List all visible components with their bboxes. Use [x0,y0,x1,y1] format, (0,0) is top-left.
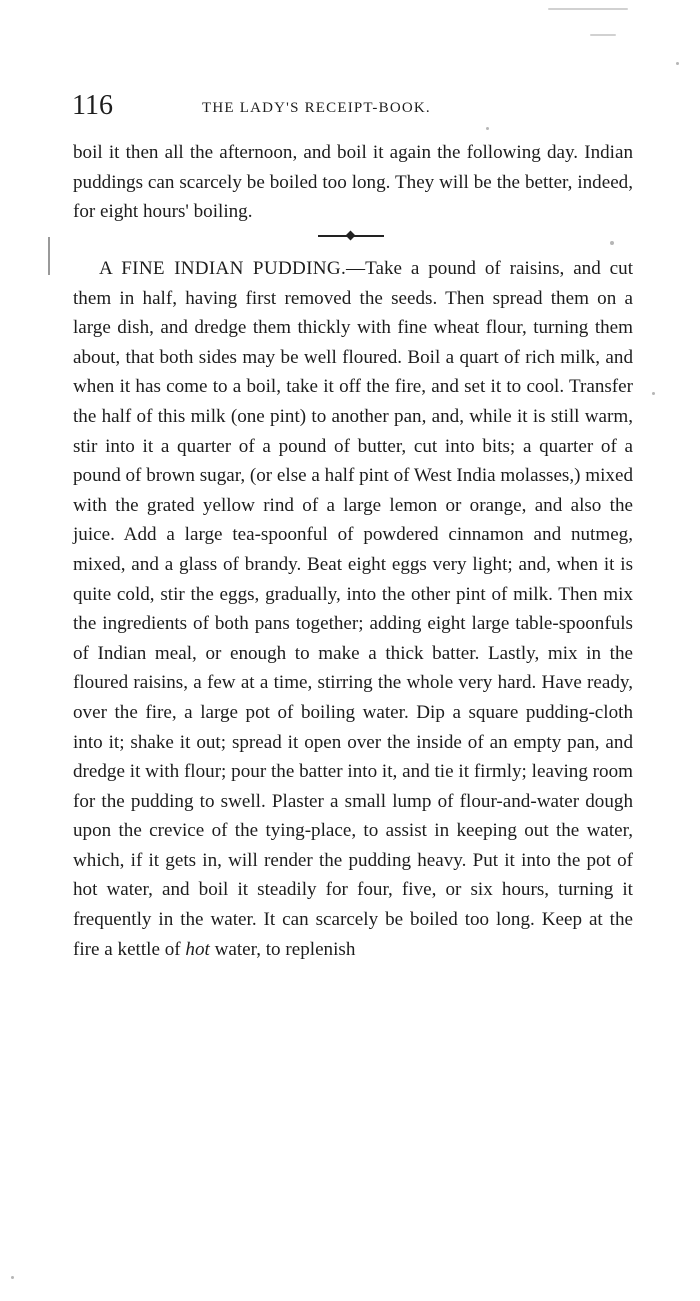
continuation-paragraph: boil it then all the afternoon, and boil it again the following day. Indian puddings can scarcely be boiled too long. They will be the better, indeed, for eight hours' boiling. [73,142,633,223]
ink-speck [11,1276,14,1279]
page-number: 116 [72,90,113,121]
ink-speck [610,241,614,245]
recipe-body: —Take a pound of raisins, and cut them in half, having first removed the seeds. Then spread them on a large dish, and dredge them thickly with fine wheat flour, turning them about, that both sides may be well floured. Boil a quart of rich milk, and when it has come to a boil, take it off the fire, and set it to cool. Transfer the half of this milk (one pint) to another pan, and, while it is still warm, stir into it a quarter of a pound of butter, cut into bits; a quarter of a pound of brown sugar, (or else a half pint of West India molasses,) mixed with the grated yellow rind of a large lemon or orange, and also the juice. Add a large tea-spoonful of powdered cinnamon and nutmeg, mixed, and a glass of brandy. Beat eight eggs very light; and, when it is quite cold, stir the eggs, gradually, into the other pint of milk. Then mix the ingredients of both pans together; adding eight large table-spoonfuls of Indian meal, or enough to make a thick batter. Lastly, mix in the floured raisins, a few at a time, stirring the whole very hard. Have ready, over the fire, a large pot of boiling water. Dip a square pudding-cloth into it; shake it out; spread it open over the inside of an empty pan, and dredge it with flour; pour the batter into it, and tie it firmly; leaving room for the pudding to swell. Plaster a small lump of flour-and-water dough upon the crevice of the tying-place, to assist in keeping out the water, which, if it gets in, will render the pudding heavy. Put it into the pot of hot water, and boil it steadily for four, five, or six hours, turning it frequently in the water. It can scarcely be boiled too long. Keep at the fire a kettle of [73,258,634,960]
ink-speck [676,62,679,65]
recipe-emphasis: hot [185,938,210,960]
recipe-tail: water, to replenish [209,938,356,960]
separator-diamond-ornament [346,231,356,241]
ink-speck [486,127,489,130]
margin-mark [48,237,50,275]
recipe-title: A FINE INDIAN PUDDING. [99,258,347,279]
section-separator [318,229,384,243]
running-title: THE LADY'S RECEIPT-BOOK. [202,100,431,116]
ink-smudge-top [548,8,628,10]
ink-speck [652,392,655,395]
recipe-paragraph [73,254,633,964]
ink-smudge-top-small [590,34,616,36]
running-head [72,92,632,122]
